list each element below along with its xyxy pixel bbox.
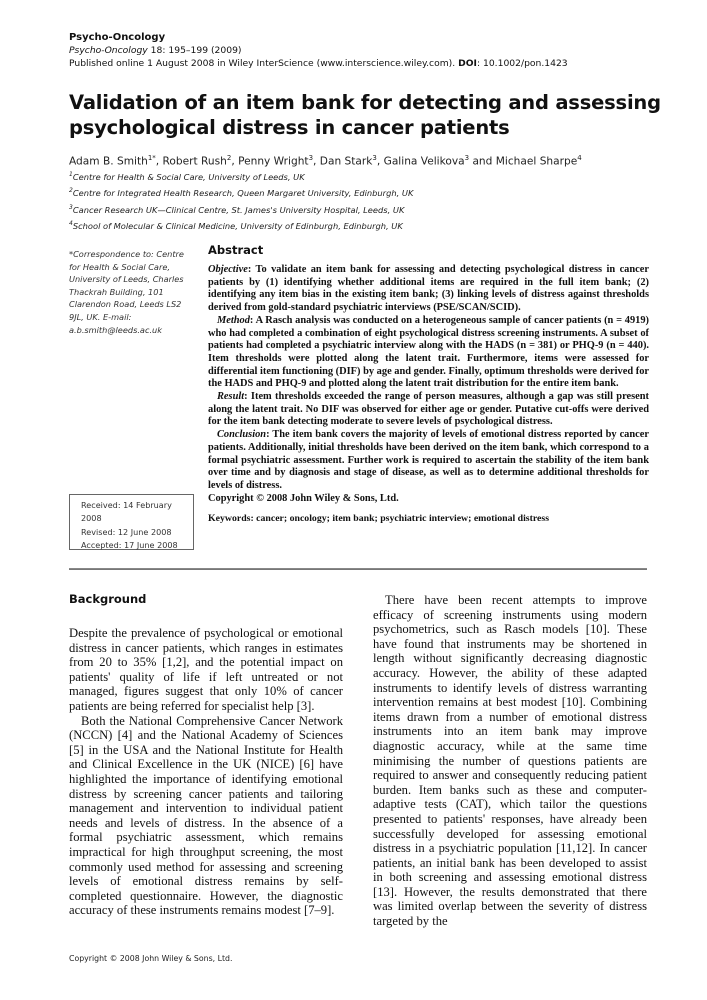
- affiliation-item: [69, 217, 669, 233]
- affiliation-number: 2: [69, 187, 73, 195]
- author-affiliation-marker: 4: [577, 154, 582, 162]
- body-paragraph: Both the National Comprehensive Cancer Network (NCCN) [4] and the National Academy of Sciences [5] in the USA and the National Institute for Health and Clinical Excellence in the UK (NICE) [6] have highlighted the importance of identifying emotional distress by screening cancer patients and tailoring management and intervention to individual patient needs and levels of distress. In the absence of a formal psychiatric assessment, which remains impractical for high throughput screening, the most commonly used method for assessing and screening levels of emotional distress remains by self-completed questionnaire. However, the diagnostic accuracy of these instruments remains modest [7–9].: [69, 713, 343, 918]
- abstract-method: [208, 315, 649, 391]
- author-name: Adam B. Smith: [69, 155, 148, 168]
- affiliation-number: 1: [69, 171, 73, 178]
- method-label: Method: [217, 314, 250, 326]
- citation-volume-pages: 18: 195–199 (2009): [147, 45, 242, 56]
- author-name: Michael Sharpe: [495, 155, 578, 168]
- author-affiliation-marker: 1*: [147, 154, 156, 162]
- conclusion-text: : The item bank covers the majority of levels of emotional distress reported by cancer patients. Additionally, initial thresholds have been derived on the item bank, which correspond to a formal psychiatric assessment. Further work is required to ascertain the stability of the item bank over time and by diagnosis and stage of disease, as well as to determine additional thresholds for levels of distress.: [208, 429, 649, 491]
- journal-header: [69, 31, 669, 70]
- author-affiliation-marker: 2: [226, 154, 232, 162]
- author-affiliation-marker: 3: [308, 154, 314, 162]
- affiliation-item: [69, 168, 669, 184]
- author-name: Dan Stark: [319, 155, 373, 168]
- published-online-text: Published online 1 August 2008 in Wiley InterScience (www.interscience.wiley.com).: [69, 58, 459, 69]
- author-name: Galina Velikova: [383, 155, 465, 168]
- correspondence-note: *Correspondence to: Centre for Health & Social Care, University of Leeds, Charles Thackrah Building, 101 Clarendon Road, Leeds LS2 9JL, UK. E-mail: a.b.smith@leeds.ac.uk: [69, 249, 184, 335]
- affiliation-text: Cancer Research UK—Clinical Centre, St. James's University Hospital, Leeds, UK: [72, 204, 405, 215]
- accepted-date: Accepted: 17 June 2008: [81, 540, 178, 551]
- affiliation-text: Centre for Health & Social Care, University of Leeds, UK: [72, 171, 305, 182]
- abstract-section: [208, 243, 649, 526]
- author-name: Penny Wright: [238, 155, 309, 168]
- affiliation-text: Centre for Integrated Health Research, Queen Margaret University, Edinburgh, UK: [72, 188, 414, 199]
- abstract-conclusion: [208, 429, 649, 493]
- body-paragraph: There have been recent attempts to improve efficacy of screening instruments using modern psychometrics, such as Rasch models [10]. These have found that instruments may be shortened in length without significantly decreasing diagnostic accuracy. However, the ability of these adapted instruments to identify levels of distress warranting intervention remains at best modest [10]. Combining items drawn from a number of emotional distress instruments into an item bank may improve diagnostic accuracy, while at the same time minimising the number of questions patients are required to answer and consequently reducing patient burden. Item banks such as these and computer-adaptive tests (CAT), which tailor the questions presented to patients' responses, have already been successfully developed for assessing emotional distress in a psychiatric population [11,12]. In cancer patients, an initial bank has been developed to assist in both screening and assessing emotional distress [13]. However, the results demonstrated that there was limited overlap between the severity of distress targeted by the: [373, 593, 647, 929]
- body-left-column: [69, 626, 343, 918]
- author-affiliation-marker: 3: [464, 154, 470, 162]
- abstract-result: [208, 391, 649, 429]
- revised-date: Revised: 12 June 2008: [81, 526, 172, 537]
- method-text: : A Rasch analysis was conducted on a heterogeneous sample of cancer patients (n = 4919) who had completed a combination of eight psychological distress screening instruments. A subset of patients had completed a psychiatric interview along with the HADS (n = 381) or PHQ-9 (n = 440). Item thresholds were plotted along the latent trait. Furthermore, items were assessed for differential item functioning (DIF) by age and gender. Finally, optimum thresholds were derived for the HADS and PHQ-9 and plotted along the latent trait distribution for the entire item bank.: [208, 314, 649, 390]
- page-footer-copyright: Copyright © 2008 John Wiley & Sons, Ltd.: [69, 954, 233, 963]
- body-right-column: [373, 593, 647, 929]
- objective-label: Objective: [208, 264, 248, 275]
- background-heading: Background: [69, 592, 147, 606]
- doi-label: DOI: [458, 58, 477, 69]
- abstract-objective: [208, 264, 649, 315]
- abstract-copyright: Copyright © 2008 John Wiley & Sons, Ltd.: [208, 492, 399, 504]
- affiliation-item: [69, 184, 669, 200]
- body-paragraph: Despite the prevalence of psychological or emotional distress in cancer patients, which ranges in estimates from 20 to 35% [1,2], and the potential impact on patients' quality of life if left untreated or not managed, figures suggest that only 10% of cancer patients are being referred for specialist help [3].: [69, 626, 343, 713]
- article-title: Validation of an item bank for detecting and assessing psychological distress in cancer patients: [69, 91, 661, 139]
- citation-journal: Psycho-Oncology: [69, 45, 148, 56]
- journal-name: Psycho-Oncology: [69, 32, 166, 43]
- affiliation-list: [69, 168, 669, 233]
- author-name: Robert Rush: [162, 155, 227, 168]
- abstract-heading: Abstract: [208, 243, 264, 257]
- affiliation-item: [69, 201, 669, 217]
- result-label: Result: [217, 391, 245, 403]
- received-date: Received: 14 February 2008: [81, 500, 172, 524]
- affiliation-number: 4: [69, 220, 73, 228]
- publication-info: [69, 57, 669, 70]
- abstract-keywords: Keywords: cancer; oncology; item bank; psychiatric interview; emotional distress: [208, 513, 550, 525]
- conclusion-label: Conclusion: [217, 429, 267, 441]
- affiliation-text: School of Molecular & Clinical Medicine, University of Edinburgh, Edinburgh, UK: [72, 220, 403, 231]
- author-list: Adam B. Smith$^{1*}$, Robert Rush$^2$, Penny Wright$^3$, Dan Stark$^3$, Galina Velikova$^3$ and Michael Sharpe$^4$: [69, 154, 582, 168]
- article-dates-box: [69, 494, 194, 550]
- objective-text: : To validate an item bank for assessing and detecting psychological distress in cancer patients by (1) identifying whether additional items are required in the full item bank; (2) identifying any item bias in the existing item bank; (3) linking levels of distress against thresholds derived from gold-standard psychiatric interviews (PSE/SCAN/SCID).: [208, 264, 649, 314]
- affiliation-number: 3: [69, 203, 73, 211]
- doi-value[interactable]: : 10.1002/pon.1423: [476, 58, 568, 69]
- journal-citation: [69, 44, 669, 57]
- section-divider: [69, 568, 647, 570]
- author-affiliation-marker: 3: [372, 154, 377, 162]
- result-text: : Item thresholds exceeded the range of person measures, although a gap was still present along the latent trait. No DIF was observed for either age or gender. Putative cut-offs were derived for the item bank detecting moderate to severe levels of psychological distress.: [208, 391, 649, 428]
